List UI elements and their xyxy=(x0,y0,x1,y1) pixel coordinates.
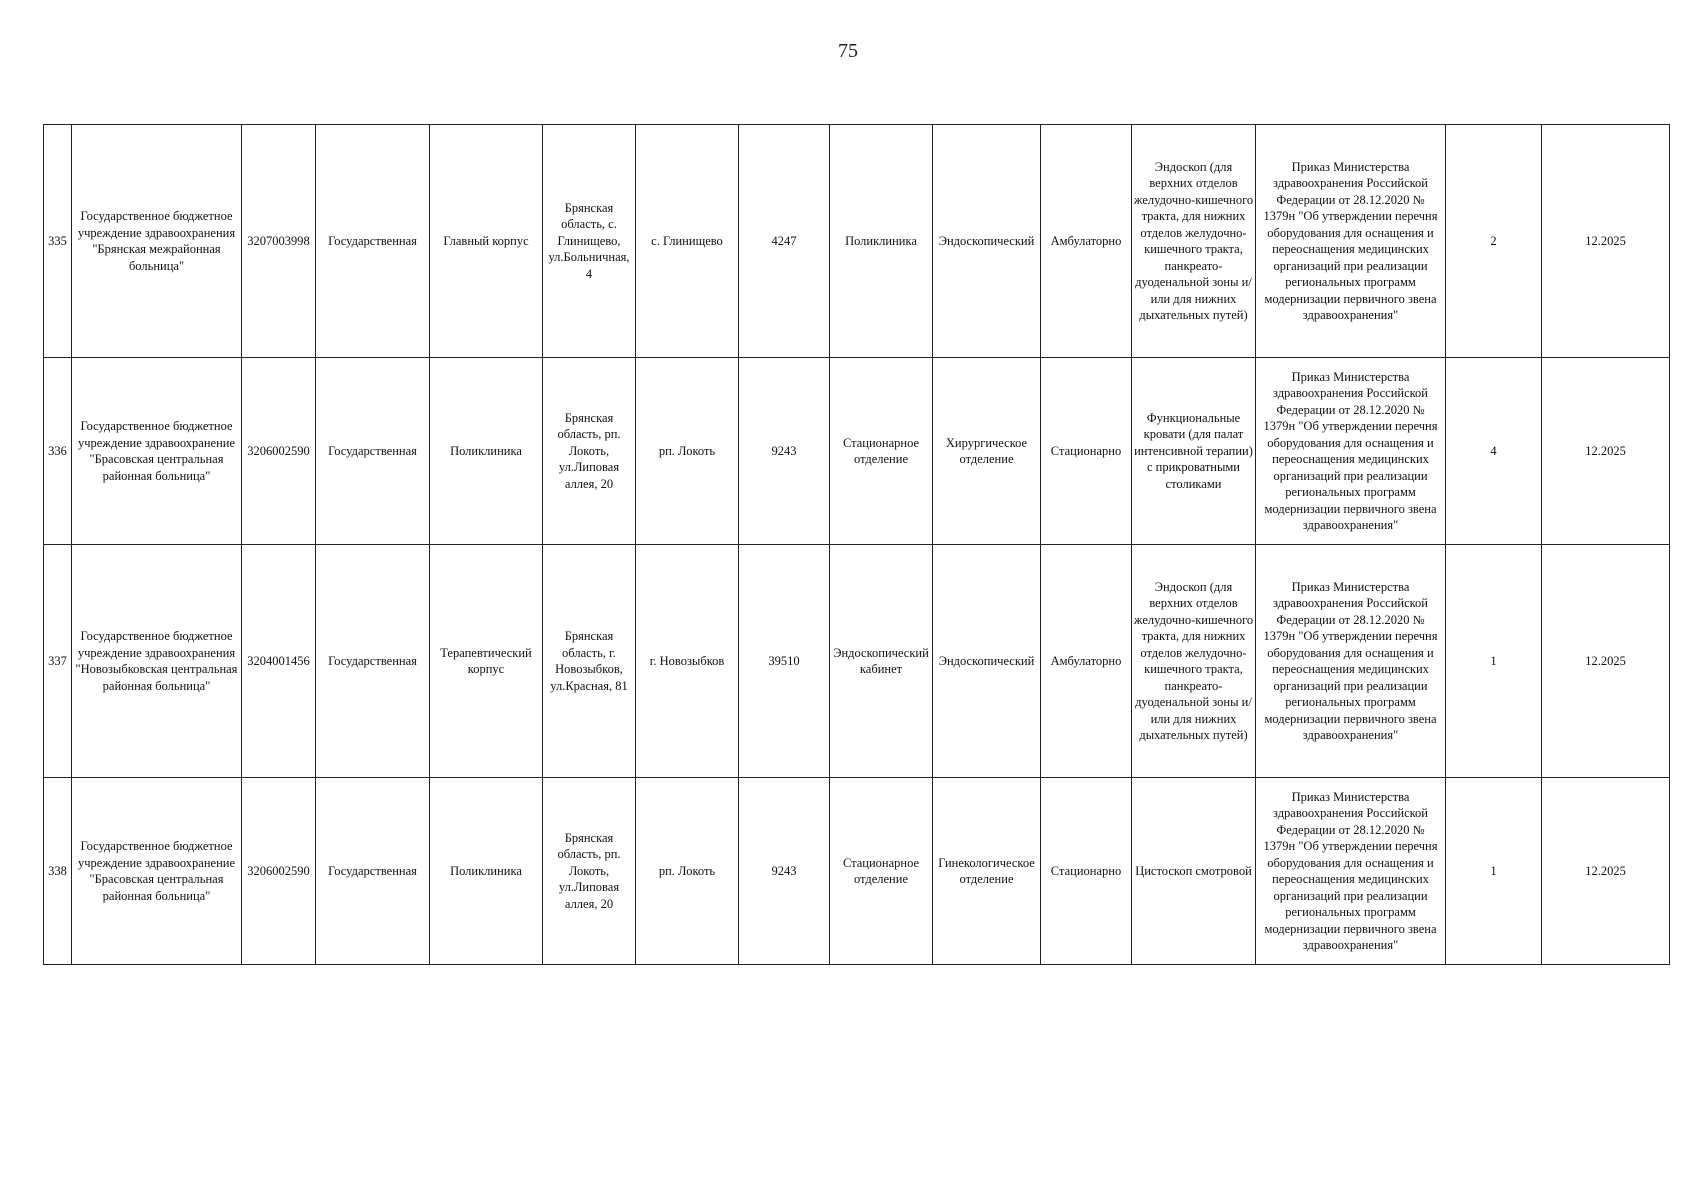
equipment-name: Эндоскоп (для верхних отделов желудочно-кишечного тракта, для нижних отделов желудочно-кишечного тракта, панкреато-дуоденальной зоны и/или для нижних дыхательных путей) xyxy=(1132,545,1256,778)
deadline: 12.2025 xyxy=(1542,778,1670,965)
quantity: 1 xyxy=(1446,778,1542,965)
ownership-type: Государственная xyxy=(316,545,430,778)
unit-name: Поликлиника xyxy=(830,125,933,358)
building-name: Поликлиника xyxy=(430,778,543,965)
row-number: 335 xyxy=(44,125,72,358)
organization-name: Государственное бюджетное учреждение здравоохранения "Новозыбковская центральная районная больница" xyxy=(72,545,242,778)
department-name: Хирургическое отделение xyxy=(933,358,1041,545)
address: Брянская область, г. Новозыбков, ул.Красная, 81 xyxy=(543,545,636,778)
address: Брянская область, с. Глинищево, ул.Больничная, 4 xyxy=(543,125,636,358)
locality: с. Глинищево xyxy=(636,125,739,358)
locality: рп. Локоть xyxy=(636,358,739,545)
unit-name: Эндоскопический кабинет xyxy=(830,545,933,778)
row-number: 337 xyxy=(44,545,72,778)
legal-basis: Приказ Министерства здравоохранения Российской Федерации от 28.12.2020 № 1379н "Об утверждении перечня оборудования для оснащения и переоснащения медицинских организаций при реализации региональных программ модернизации первичного звена здравоохранения" xyxy=(1256,125,1446,358)
locality: рп. Локоть xyxy=(636,778,739,965)
address: Брянская область, рп. Локоть, ул.Липовая аллея, 20 xyxy=(543,778,636,965)
organization-name: Государственное бюджетное учреждение здравоохранение "Брасовская центральная районная больница" xyxy=(72,358,242,545)
unit-name: Стационарное отделение xyxy=(830,778,933,965)
unit-name: Стационарное отделение xyxy=(830,358,933,545)
table-row xyxy=(44,125,1670,358)
legal-basis: Приказ Министерства здравоохранения Российской Федерации от 28.12.2020 № 1379н "Об утверждении перечня оборудования для оснащения и переоснащения медицинских организаций при реализации региональных программ модернизации первичного звена здравоохранения" xyxy=(1256,778,1446,965)
deadline: 12.2025 xyxy=(1542,358,1670,545)
department-name: Эндоскопический xyxy=(933,545,1041,778)
ownership-type: Государственная xyxy=(316,358,430,545)
quantity: 1 xyxy=(1446,545,1542,778)
row-number: 336 xyxy=(44,358,72,545)
table-row xyxy=(44,545,1670,778)
legal-basis: Приказ Министерства здравоохранения Российской Федерации от 28.12.2020 № 1379н "Об утверждении перечня оборудования для оснащения и переоснащения медицинских организаций при реализации региональных программ модернизации первичного звена здравоохранения" xyxy=(1256,545,1446,778)
quantity: 4 xyxy=(1446,358,1542,545)
department-name: Гинекологическое отделение xyxy=(933,778,1041,965)
deadline: 12.2025 xyxy=(1542,545,1670,778)
quantity: 2 xyxy=(1446,125,1542,358)
care-form: Амбулаторно xyxy=(1041,125,1132,358)
care-form: Стационарно xyxy=(1041,358,1132,545)
equipment-register-table xyxy=(43,124,1670,965)
organization-inn: 3206002590 xyxy=(242,358,316,545)
building-name: Поликлиника xyxy=(430,358,543,545)
equipment-name: Эндоскоп (для верхних отделов желудочно-кишечного тракта, для нижних отделов желудочно-кишечного тракта, панкреато-дуоденальной зоны и/или для нижних дыхательных путей) xyxy=(1132,125,1256,358)
ownership-type: Государственная xyxy=(316,125,430,358)
equipment-name: Цистоскоп смотровой xyxy=(1132,778,1256,965)
organization-name: Государственное бюджетное учреждение здравоохранение "Брасовская центральная районная больница" xyxy=(72,778,242,965)
department-name: Эндоскопический xyxy=(933,125,1041,358)
population: 39510 xyxy=(739,545,830,778)
table-row xyxy=(44,778,1670,965)
equipment-name: Функциональные кровати (для палат интенсивной терапии) с прикроватными столиками xyxy=(1132,358,1256,545)
ownership-type: Государственная xyxy=(316,778,430,965)
page-number: 75 xyxy=(838,40,858,62)
address: Брянская область, рп. Локоть, ул.Липовая аллея, 20 xyxy=(543,358,636,545)
organization-inn: 3207003998 xyxy=(242,125,316,358)
population: 4247 xyxy=(739,125,830,358)
row-number: 338 xyxy=(44,778,72,965)
building-name: Терапевтический корпус xyxy=(430,545,543,778)
organization-inn: 3206002590 xyxy=(242,778,316,965)
organization-inn: 3204001456 xyxy=(242,545,316,778)
care-form: Стационарно xyxy=(1041,778,1132,965)
deadline: 12.2025 xyxy=(1542,125,1670,358)
organization-name: Государственное бюджетное учреждение здравоохранения "Брянская межрайонная больница" xyxy=(72,125,242,358)
table-row xyxy=(44,358,1670,545)
locality: г. Новозыбков xyxy=(636,545,739,778)
population: 9243 xyxy=(739,358,830,545)
building-name: Главный корпус xyxy=(430,125,543,358)
legal-basis: Приказ Министерства здравоохранения Российской Федерации от 28.12.2020 № 1379н "Об утверждении перечня оборудования для оснащения и переоснащения медицинских организаций при реализации региональных программ модернизации первичного звена здравоохранения" xyxy=(1256,358,1446,545)
care-form: Амбулаторно xyxy=(1041,545,1132,778)
population: 9243 xyxy=(739,778,830,965)
